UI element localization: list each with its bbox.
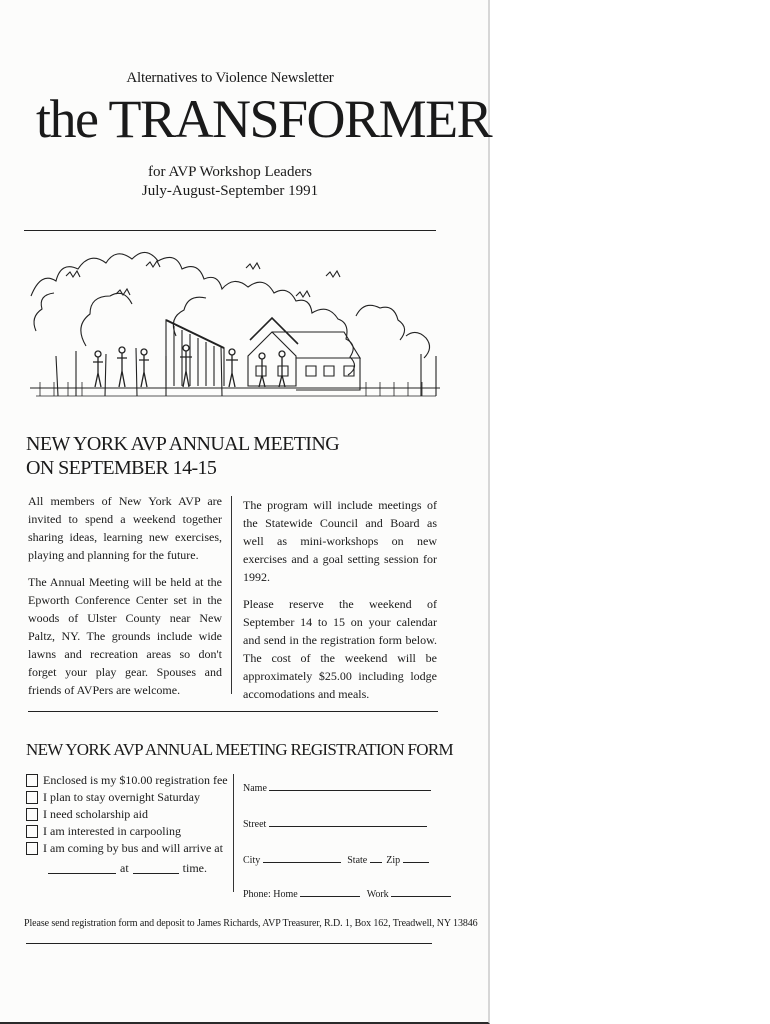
city-state-zip-row — [243, 852, 429, 866]
newsletter-kicker: Alternatives to Violence Newsletter — [126, 70, 334, 86]
form-column-divider — [233, 774, 234, 892]
zip-field[interactable] — [403, 852, 429, 863]
registration-options — [26, 772, 236, 877]
option-registration-fee[interactable] — [26, 772, 236, 789]
phone-home-label: Phone: Home — [243, 889, 298, 900]
article-divider — [28, 711, 438, 712]
lodge-illustration — [26, 236, 446, 422]
checkbox[interactable] — [26, 791, 38, 804]
option-scholarship[interactable] — [26, 806, 236, 823]
registration-mailing-instructions: Please send registration form and deposit to James Richards, AVP Treasurer, R.D. 1, Box 162, Treadwell, NY 13846 — [24, 918, 478, 929]
newsletter-title: the TRANSFORMER — [36, 89, 492, 149]
article-left-column — [28, 492, 222, 708]
footer-divider — [26, 943, 432, 944]
city-field[interactable] — [263, 852, 341, 863]
option-label: Enclosed is my $10.00 registration fee — [43, 773, 228, 787]
phone-work-field[interactable] — [391, 886, 451, 897]
option-label: I am coming by bus and will arrive at — [43, 841, 223, 855]
checkbox[interactable] — [26, 825, 38, 838]
option-label: I plan to stay overnight Saturday — [43, 790, 200, 804]
state-field[interactable] — [370, 852, 382, 863]
zip-label: Zip — [386, 855, 401, 866]
newsletter-date: July-August-September 1991 — [141, 183, 319, 199]
article-right-column — [243, 496, 437, 712]
column-divider — [231, 496, 232, 694]
time-label: time. — [182, 861, 207, 875]
arrival-time-field[interactable] — [133, 863, 179, 874]
street-label: Street — [243, 819, 267, 830]
name-field-row — [243, 780, 431, 794]
city-label: City — [243, 855, 261, 866]
at-label: at — [120, 861, 129, 875]
option-bus-arrival[interactable] — [26, 840, 236, 857]
name-field[interactable] — [269, 780, 431, 791]
checkbox[interactable] — [26, 808, 38, 821]
article-left-paragraph-1: All members of New York AVP are invited to spend a weekend together sharing ideas, learning new exercises, playing and planning for the future. — [28, 494, 222, 562]
article-headline-line1: NEW YORK AVP ANNUAL MEETING — [26, 433, 340, 455]
article-right-paragraph-1: The program will include meetings of the Statewide Council and Board as well as mini-workshops on new exercises and a goal setting session for 1992. — [243, 498, 437, 584]
bus-arrival-details — [26, 860, 236, 877]
work-label: Work — [366, 889, 389, 900]
masthead-divider — [24, 230, 436, 231]
article-right-paragraph-2: Please reserve the weekend of September 14 to 15 on your calendar and send in the registration form below. The cost of the weekend will be approximately $25.00 including lodge accomodations and meals. — [243, 597, 437, 701]
street-field[interactable] — [269, 816, 427, 827]
checkbox[interactable] — [26, 842, 38, 855]
option-label: I am interested in carpooling — [43, 824, 181, 838]
newsletter-subtitle: for AVP Workshop Leaders — [148, 164, 312, 180]
phone-field-row — [243, 886, 451, 900]
arrival-place-field[interactable] — [48, 863, 116, 874]
article-left-paragraph-2: The Annual Meeting will be held at the Epworth Conference Center set in the woods of Ulster County near New Paltz, NY. The grounds include wide lawns and recreation areas so don't forget your play gear. Spouses and friends of AVPers are welcome. — [28, 575, 222, 697]
option-carpooling[interactable] — [26, 823, 236, 840]
name-label: Name — [243, 783, 267, 794]
option-stay-overnight[interactable] — [26, 789, 236, 806]
article-headline-line2: ON SEPTEMBER 14-15 — [26, 457, 217, 479]
registration-form-heading: NEW YORK AVP ANNUAL MEETING REGISTRATION FORM — [26, 740, 453, 759]
checkbox[interactable] — [26, 774, 38, 787]
street-field-row — [243, 816, 427, 830]
option-label: I need scholarship aid — [43, 807, 148, 821]
state-label: State — [347, 855, 368, 866]
phone-home-field[interactable] — [300, 886, 360, 897]
